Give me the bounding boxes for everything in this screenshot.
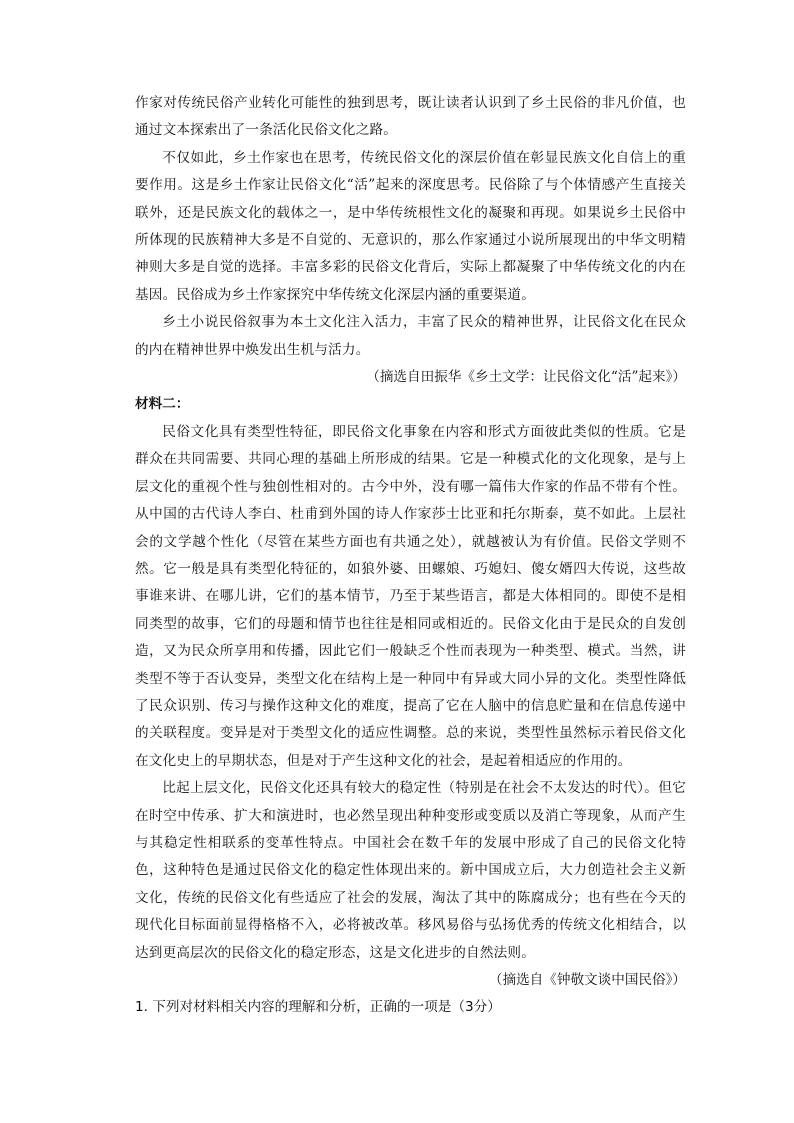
source-citation-2: （摘选自《钟敬文谈中国民俗》） bbox=[488, 972, 686, 988]
paragraph-deep-value: 不仅如此，乡土作家也在思考，传统民俗文化的深层价值在彰显民族文化自信上的重要作用。这是乡土作家让民俗文化“活”起来的深度思考。民俗除了与个体情感产生直接关联外，还是民族文化的载体之一，是中华传统根性文化的凝聚和再现。如果说乡土民俗中所体现的民族精神大多是不自觉的、无意识的，那么作家通过小说所展现出的中华文明精神则大多是自觉的选择。丰富多彩的民俗文化背后，实际上都凝聚了中华传统文化的内在基因。民俗成为乡土作家探究中华传统文化深层内涵的重要渠道。 bbox=[135, 149, 686, 303]
paragraph-vitality: 乡土小说民俗叙事为本土文化注入活力，丰富了民众的精神世界，让民俗文化在民众的内在精神世界中焕发出生机与活力。 bbox=[135, 314, 686, 358]
paragraph-stability: 比起上层文化，民俗文化还具有较大的稳定性（特别是在社会不太发达的时代）。但它在时空中传承、扩大和演进时，也必然呈现出种种变形或变质以及消亡等现象，从而产生与其稳定性相联系的变革性特点。中国社会在数千年的发展中形成了自己的民俗文化特色，这种特色是通过民俗文化的稳定性体现出来的。新中国成立后，大力创造社会主义新文化，传统的民俗文化有些适应了社会的发展，淘汰了其中的陈腐成分；也有些在今天的现代化目标面前显得格格不入，必将被改革。移风易俗与弘扬优秀的传统文化相结合，以达到更高层次的民俗文化的稳定形态，这是文化进步的自然法则。 bbox=[135, 780, 686, 961]
paragraph-typology: 民俗文化具有类型性特征，即民俗文化事象在内容和形式方面彼此类似的性质。它是群众在共同需要、共同心理的基础上所形成的结果。它是一种模式化的文化现象，是与上层文化的重视个性与独创性相对的。古今中外，没有哪一篇伟大作家的作品不带有个性。从中国的古代诗人李白、杜甫到外国的诗人作家莎士比亚和托尔斯泰，莫不如此。上层社会的文学越个性化（尽管在某些方面也有共通之处），就越被认为有价值。民俗文学则不然。它一般是具有类型化特征的，如狼外婆、田螺娘、巧媳妇、傻女婿四大传说，这些故事谁来讲、在哪儿讲，它们的基本情节，乃至于某些语言，都是大体相同的。即使不是相同类型的故事，它们的母题和情节也往往是相同或相近的。民俗文化由于是民众的自发创造，又为民众所享用和传播，因此它们一般缺乏个性而表现为一种类型、模式。当然，讲类型不等于否认变异，类型文化在结构上是一种同中有异或大同小异的文化。类型性降低了民众识别、传习与操作这种文化的难度，提高了它在人脑中的信息贮量和在信息传递中的关联程度。变异是对于类型文化的适应性调整。总的来说，类型性虽然标示着民俗文化在文化史上的早期状态，但是对于产生这种文化的社会，是起着相适应的作用的。 bbox=[135, 423, 686, 769]
question-one: 1. 下列对材料相关内容的理解和分析，正确的一项是（3分） bbox=[135, 999, 501, 1016]
material-two-heading: 材料二： bbox=[135, 396, 190, 413]
paragraph-continuation: 作家对传统民俗产业转化可能性的独到思考，既让读者认识到了乡土民俗的非凡价值，也通过文本探索出了一条活化民俗文化之路。 bbox=[135, 95, 686, 139]
source-citation-1: （摘选自田振华《乡土文学：让民俗文化“活”起来》） bbox=[366, 369, 686, 386]
